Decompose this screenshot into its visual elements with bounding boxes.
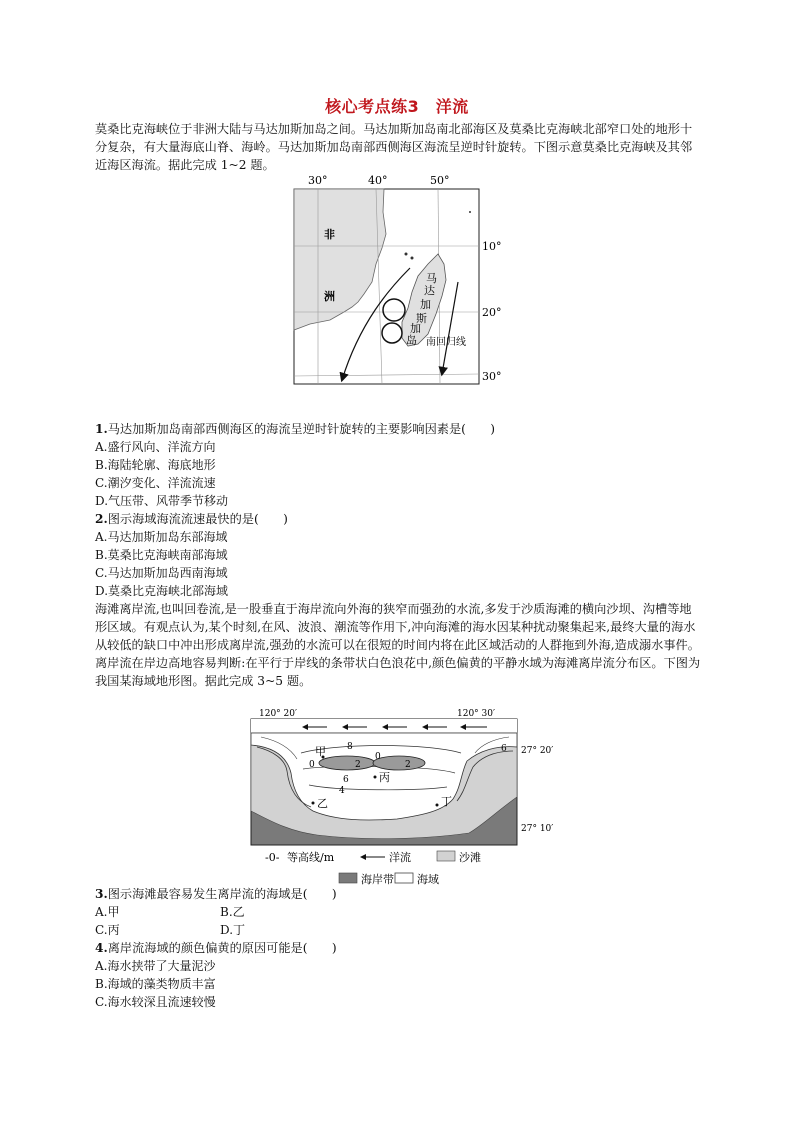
map2-lon-label-1: 120° 20′ <box>259 709 298 719</box>
question-4 <box>95 939 701 957</box>
africa-label-1: 非 <box>324 228 335 241</box>
page-title: 核心考点练3 洋流 <box>325 97 469 116</box>
point-bing: 丙 <box>379 771 390 784</box>
question-text: 马达加斯加岛南部西侧海区的海流呈逆时针旋转的主要影响因素是( ) <box>107 422 496 436</box>
q2-option-d[interactable]: D.莫桑比克海峡北部海域 <box>95 584 229 598</box>
q3-option-c[interactable]: C.丙 <box>95 923 120 937</box>
lat-label-30: 30° <box>482 370 502 383</box>
contour-label: 0 <box>309 760 315 770</box>
contour-label: 0 <box>375 752 381 762</box>
lat-label-10: 10° <box>482 240 502 253</box>
beach-topography-map <box>247 707 554 889</box>
q1-option-c[interactable]: C.潮汐变化、洋流流速 <box>95 476 216 490</box>
question-1 <box>95 420 701 438</box>
question-text: 图示海滩最容易发生离岸流的海域是( ) <box>107 887 337 901</box>
point-ding: 丁 <box>441 795 452 808</box>
legend-sand: 沙滩 <box>459 851 481 864</box>
q2-option-a[interactable]: A.马达加斯加岛东部海域 <box>95 530 228 544</box>
madagascar-label-6: 岛 <box>406 334 417 347</box>
q1-option-d[interactable]: D.气压带、风带季节移动 <box>95 494 229 508</box>
lon-label-30: 30° <box>308 174 328 187</box>
q1-option-a[interactable]: A.盛行风向、洋流方向 <box>95 440 216 454</box>
intro-paragraph-1: 莫桑比克海峡位于非洲大陆与马达加斯加岛之间。马达加斯加岛南北部海区及莫桑比克海峡北部窄口处的地形十分复杂，有大量海底山脊、海岭。马达加斯加岛南部西侧海区海流呈逆时针旋转。下图示意莫桑比克海峡及其邻近海区海流。据此完成 1~2 题。 <box>95 122 693 172</box>
legend-contour: 等高线/m <box>287 851 335 864</box>
point-jia: 甲 <box>315 745 326 758</box>
q2-option-c[interactable]: C.马达加斯加岛西南海域 <box>95 566 228 580</box>
q4-option-c[interactable]: C.海水较深且流速较慢 <box>95 995 216 1009</box>
contour-label: 2 <box>405 760 411 770</box>
contour-label: 8 <box>347 742 353 752</box>
mozambique-channel-map <box>290 172 505 394</box>
question-2 <box>95 510 701 528</box>
contour-label: 2 <box>355 760 361 770</box>
legend-sea: 海域 <box>417 873 439 886</box>
legend-current: 洋流 <box>389 851 411 864</box>
q3-option-a[interactable]: A.甲 <box>95 905 120 919</box>
q3-option-b[interactable]: B.乙 <box>220 905 245 919</box>
question-text: 图示海域海流流速最快的是( ) <box>107 512 288 526</box>
question-number: 1. <box>95 422 108 436</box>
africa-label-2: 洲 <box>324 290 335 303</box>
contour-label: 6 <box>501 744 507 754</box>
madagascar-label-2: 达 <box>424 284 435 297</box>
q4-option-a[interactable]: A.海水挟带了大量泥沙 <box>95 959 216 973</box>
lon-label-40: 40° <box>368 174 388 187</box>
contour-label: 6 <box>343 775 349 785</box>
lat-label-20: 20° <box>482 306 502 319</box>
q3-option-d[interactable]: D.丁 <box>220 923 246 937</box>
point-yi: 乙 <box>317 797 328 810</box>
legend-contour-sample: -0- <box>265 851 280 864</box>
intro-paragraph-2: 海滩离岸流,也叫回卷流,是一股垂直于海岸流向外海的狭窄而强劲的水流,多发于沙质海滩的横向沙坝、沟槽等地形区域。有观点认为,某个时刻,在风、波浪、潮流等作用下,冲向海滩的海水因某种扰动聚集起来,最终大量的海水从较低的缺口中冲出形成离岸流,强劲的水流可以在很短的时间内将在此区域活动的人群拖到外海,造成溺水事件。离岸流在岸边高地容易判断:在平行于岸线的条带状白色浪花中,颜色偏黄的平静水域为海滩离岸流分布区。下图为我国某海域地形图。据此完成 3~5 题。 <box>95 602 701 688</box>
madagascar-label-4: 斯 <box>416 312 427 325</box>
map2-lon-label-2: 120° 30′ <box>457 709 496 719</box>
lon-label-50: 50° <box>430 174 450 187</box>
map2-lat-label-1: 27° 20′ <box>521 746 554 756</box>
question-number: 4. <box>95 941 108 955</box>
question-text: 离岸流海域的颜色偏黄的原因可能是( ) <box>107 941 337 955</box>
q4-option-b[interactable]: B.海域的藻类物质丰富 <box>95 977 216 991</box>
madagascar-label-5: 加 <box>410 322 421 335</box>
contour-label: 4 <box>339 786 345 796</box>
question-3 <box>95 885 701 903</box>
tropic-label: 南回归线 <box>426 337 466 348</box>
q2-option-b[interactable]: B.莫桑比克海峡南部海域 <box>95 548 228 562</box>
question-number: 3. <box>95 887 108 901</box>
madagascar-label-3: 加 <box>420 298 431 311</box>
question-number: 2. <box>95 512 108 526</box>
map2-lat-label-2: 27° 10′ <box>521 824 554 834</box>
madagascar-label-1: 马 <box>426 272 437 285</box>
q1-option-b[interactable]: B.海陆轮廓、海底地形 <box>95 458 216 472</box>
legend-coast: 海岸带 <box>361 873 394 886</box>
